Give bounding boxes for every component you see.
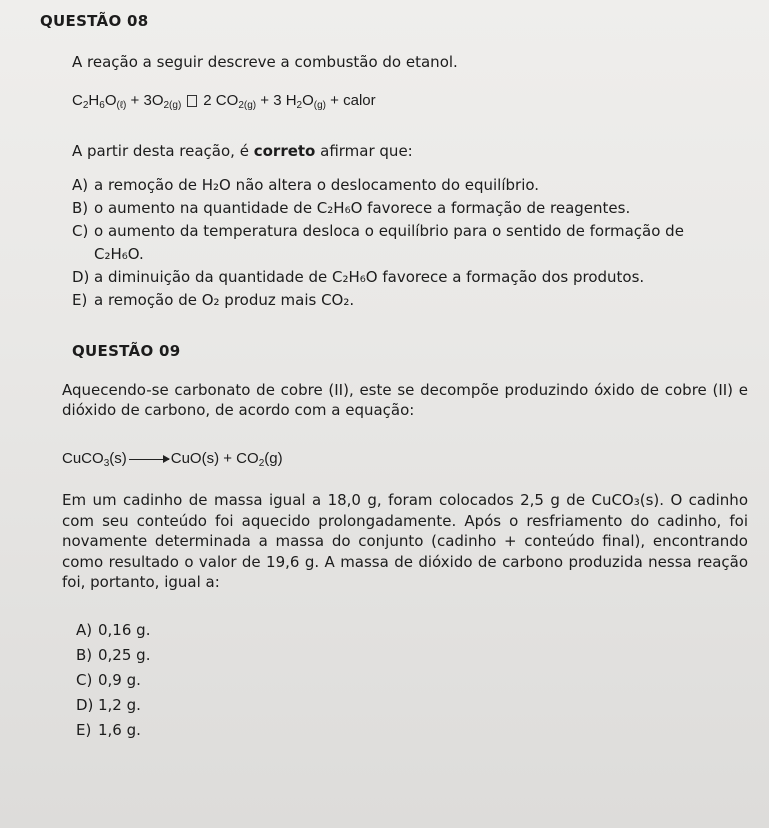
q8-option-d[interactable] [72, 268, 644, 286]
option-letter: B) [76, 646, 93, 664]
q8-option-c[interactable] [72, 222, 684, 240]
q8-option-e[interactable] [72, 291, 354, 309]
option-letter: A) [76, 621, 93, 639]
option-text: 0,25 g. [98, 646, 151, 664]
option-letter: C) [76, 671, 93, 689]
q9-equation: CuCO$_3$(s) $CuO(s) + CO_2(g)$ [62, 450, 283, 469]
option-text: a remoção de H₂O não altera o deslocamento do equilíbrio. [94, 176, 540, 194]
q8-equation: $C_2H_6O_{(\ell)} + 3O_{2(g)}$ 2 $CO_{2(g)} + 3$ $H_2O_{(g)}$ + calor [72, 92, 376, 111]
option-letter: E) [72, 291, 88, 309]
option-text: o aumento na quantidade de C₂H₆O favorece a formação de reagentes. [94, 199, 631, 217]
q8-option-a[interactable] [72, 176, 539, 194]
q9-option-c[interactable] [76, 671, 141, 689]
option-text: C₂H₆O. [94, 245, 144, 263]
q9-option-d[interactable] [76, 696, 141, 714]
option-text: 1,6 g. [98, 721, 141, 739]
option-text: 1,2 g. [98, 696, 141, 714]
q9-paragraph: Em um cadinho de massa igual a 18,0 g, foram colocados 2,5 g de CuCO₃(s). O cadinho com seu conteúdo foi aquecido prolongadamente. Após o resfriamento do cadinho, foi novamente determinada a massa do conjunto (cadinho + conteúdo final), encontrando como resultado o valor de 19,6 g. A massa de dióxido de carbono produzida nessa reação foi, portanto, igual a: [62, 491, 748, 591]
option-letter: E) [76, 721, 92, 739]
q8-prompt-post: afirmar que: [315, 142, 413, 160]
reaction-arrow-icon [129, 459, 169, 460]
option-letter: B) [72, 199, 89, 217]
option-letter: D) [76, 696, 94, 714]
q9-option-e[interactable] [76, 721, 141, 739]
option-text: a remoção de O₂ produz mais CO₂. [94, 291, 355, 309]
q9-option-b[interactable] [76, 646, 150, 664]
option-text: a diminuição da quantidade de C₂H₆O favorece a formação dos produtos. [94, 268, 645, 286]
q9-intro: Aquecendo-se carbonato de cobre (II), este se decompõe produzindo óxido de cobre (II) e dióxido de carbono, de acordo com a equação: [62, 381, 748, 419]
q8-option-b[interactable] [72, 199, 630, 217]
option-text: 0,9 g. [98, 671, 141, 689]
option-text: o aumento da temperatura desloca o equilíbrio para o sentido de formação de [94, 222, 684, 240]
option-text: 0,16 g. [98, 621, 151, 639]
option-letter: D) [72, 268, 90, 286]
option-letter: C) [72, 222, 89, 240]
q8-prompt [72, 141, 413, 161]
q9-heading: QUESTÃO 09 [72, 342, 181, 360]
option-letter: A) [72, 176, 89, 194]
q8-intro: A reação a seguir descreve a combustão do etanol. [72, 53, 458, 71]
q9-option-a[interactable] [76, 621, 150, 639]
q8-prompt-bold: correto [253, 142, 316, 160]
q8-heading: QUESTÃO 08 [40, 12, 149, 30]
q8-prompt-pre: A partir desta reação, é [72, 142, 254, 160]
q8-option-c-cont [94, 245, 144, 263]
